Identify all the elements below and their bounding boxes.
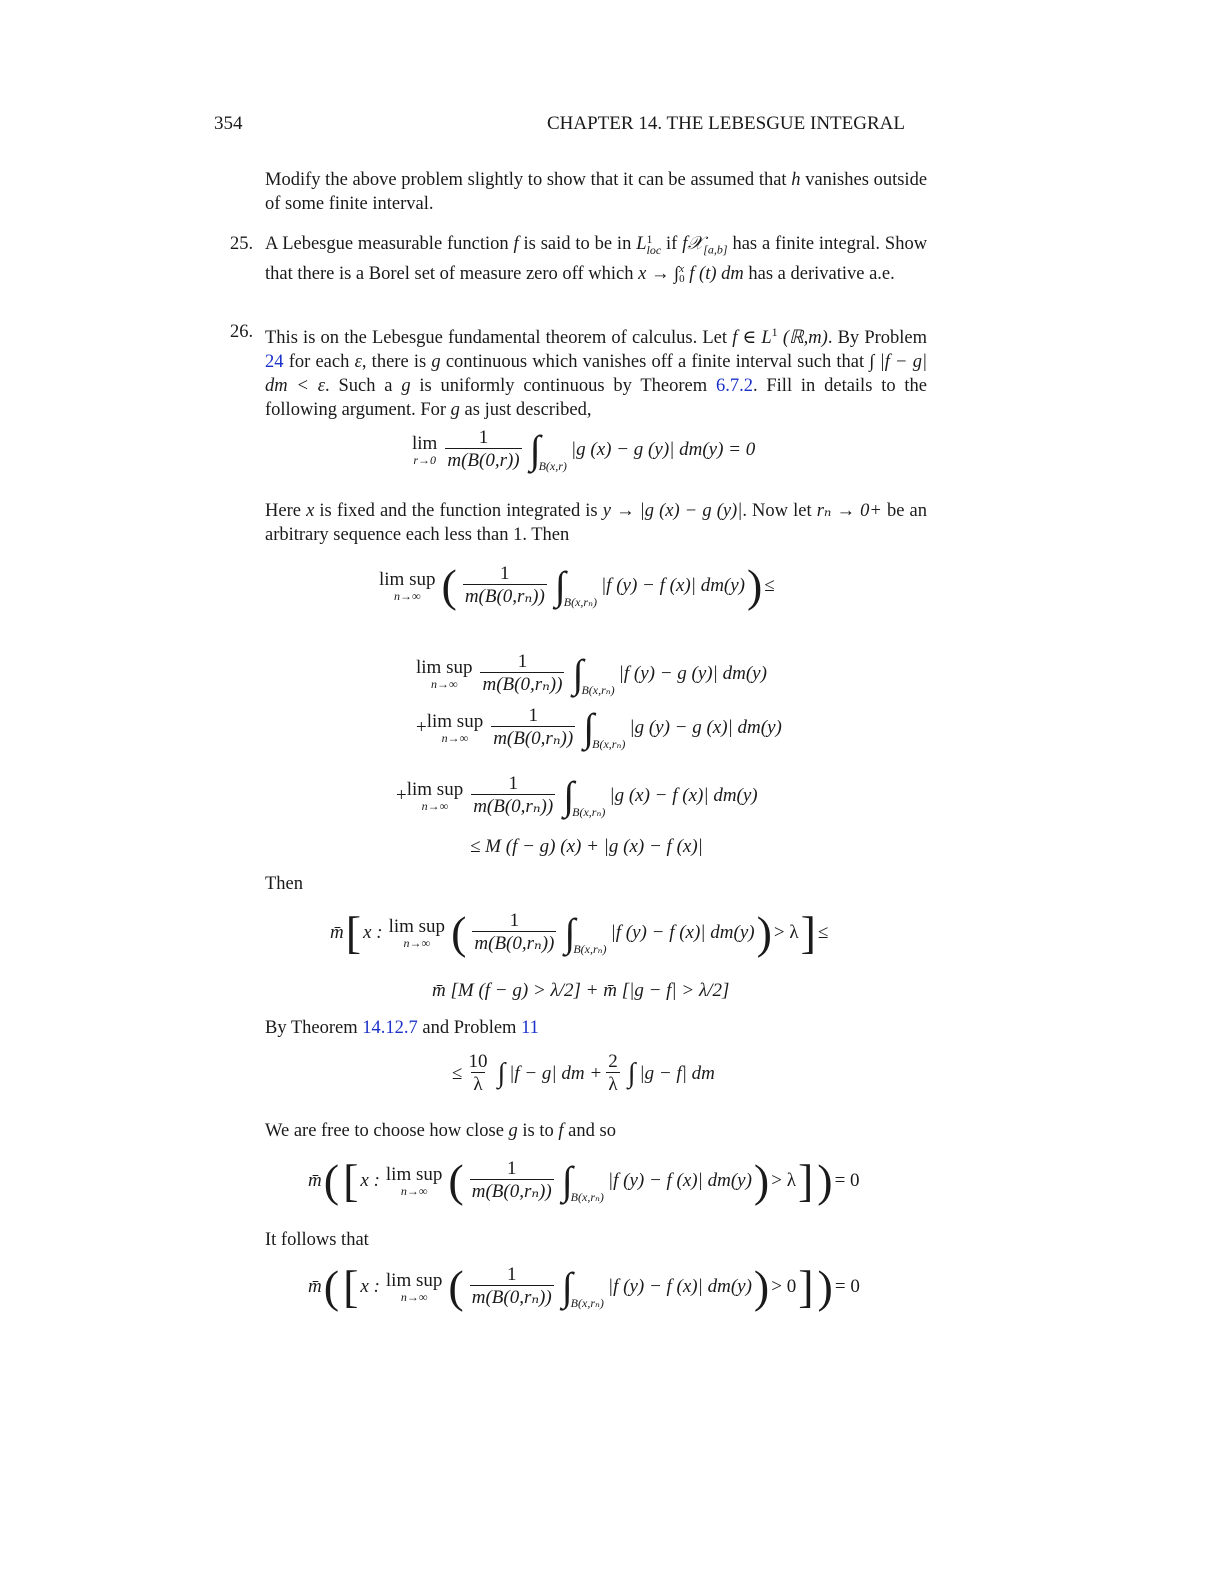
- equation-maximal-bound: ≤ M (f − g) (x) + |g (x) − f (x)|: [470, 836, 703, 857]
- paragraph-free-choice: We are free to choose how close g is to f and so: [265, 1121, 616, 1141]
- equation-split-measure: m̄ [M (f − g) > λ/2] + m̄ [|g − f| > λ/2]: [432, 980, 730, 1001]
- paragraph-by-theorem: By Theorem 14.12.7 and Problem 11: [265, 1018, 539, 1038]
- problem-11-link[interactable]: 11: [521, 1018, 539, 1038]
- problem-number: 26.: [230, 322, 254, 342]
- paragraph-then: Then: [265, 874, 304, 894]
- equation-measure-zero-lambda: m̄ ( [ x : lim sup n→∞ ( $\frac{1}{\text{m(B(0,rₙ))}}$ ∫ B(x,rₙ) |f (y) − f (x)| dm(y) ) > λ ] ) = 0: [308, 1155, 860, 1206]
- equation-split-term-2: + lim sup n→∞ $\frac{1}{\text{m(B(0,rₙ))}}$ ∫ B(x,rₙ) |g (y) − g (x)| dm(y): [416, 705, 782, 751]
- equation-limit-g: lim r→0 $\frac{1}{m(B(0,r))}$ ∫ B(x,r) |g (x) − g (y)| dm(y) = 0: [412, 427, 756, 473]
- equation-measure-set: m̄ [ x : lim sup n→∞ ( $\frac{1}{\text{m(B(0,rₙ))}}$ ∫ B(x,rₙ) |f (y) − f (x)| dm(y) ) > λ ] ≤: [330, 907, 829, 958]
- running-title: CHAPTER 14. THE LEBESGUE INTEGRAL: [547, 113, 905, 134]
- equation-measure-zero-final: m̄ ( [ x : lim sup n→∞ ( $\frac{1}{\text{m(B(0,rₙ))}}$ ∫ B(x,rₙ) |f (y) − f (x)| dm(y) ) > 0 ] ) = 0: [308, 1261, 860, 1312]
- equation-limsup-f: lim sup n→∞ ( $\frac{1}{\text{m(B(0,rₙ))}}$ ∫ B(x,rₙ) |f (y) − f (x)| dm(y) ) ≤: [379, 560, 775, 611]
- theorem-6-7-2-link[interactable]: 6.7.2: [715, 376, 753, 397]
- intro-paragraph: Modify the above problem slightly to show that it can be assumed that h vanishes outside of some finite interval.: [265, 170, 928, 214]
- equation-split-term-3: + lim sup n→∞ $\frac{1}{\text{m(B(0,rₙ))}}$ ∫ B(x,rₙ) |g (x) − f (x)| dm(y): [396, 773, 758, 819]
- equation-lambda-bound: ≤ $\frac{10}{\lambda}$ ∫ |f − g| dm + $\frac{2}{\lambda}$ ∫ |g − f| dm: [452, 1051, 715, 1095]
- problem-text: This is on the Lebesgue fundamental theorem of calculus. Let f ∈ $L^1$ (ℝ,m). By Problem 24 for each ε, there is g continuous which vanishes off a finite interval such that ∫ |f − g| dm < ε. Such a g is uniformly continuous by Theorem 6.7.2. Fill in details to the following argument. For g as just described,: [265, 325, 928, 421]
- problem-25: [230, 232, 927, 286]
- theorem-14-12-7-link[interactable]: 14.12.7: [362, 1018, 418, 1038]
- equation-split-term-1: lim sup n→∞ $\frac{1}{\text{m(B(0,rₙ))}}$ ∫ B(x,rₙ) |f (y) − g (y)| dm(y): [416, 651, 767, 697]
- problem-number: 25.: [230, 234, 254, 254]
- paragraph-here: Here x is fixed and the function integrated is y → |g (x) − g (y)|. Now let rₙ → 0+ be an arbitrary sequence each less than 1. Then: [265, 501, 927, 545]
- paragraph-follows: It follows that: [265, 1230, 369, 1250]
- problem-24-link[interactable]: 24: [265, 352, 284, 373]
- problem-text: A Lebesgue measurable function f is said to be in L 1 loc if f𝒳$_{[a,b]}$ has a finite integral. Show that there is a Borel set of measure zero off which x → ∫ x 0 f (t) dm has a derivative a.e.: [265, 231, 928, 286]
- page-number: 354: [214, 113, 243, 134]
- problem-26: [230, 320, 927, 422]
